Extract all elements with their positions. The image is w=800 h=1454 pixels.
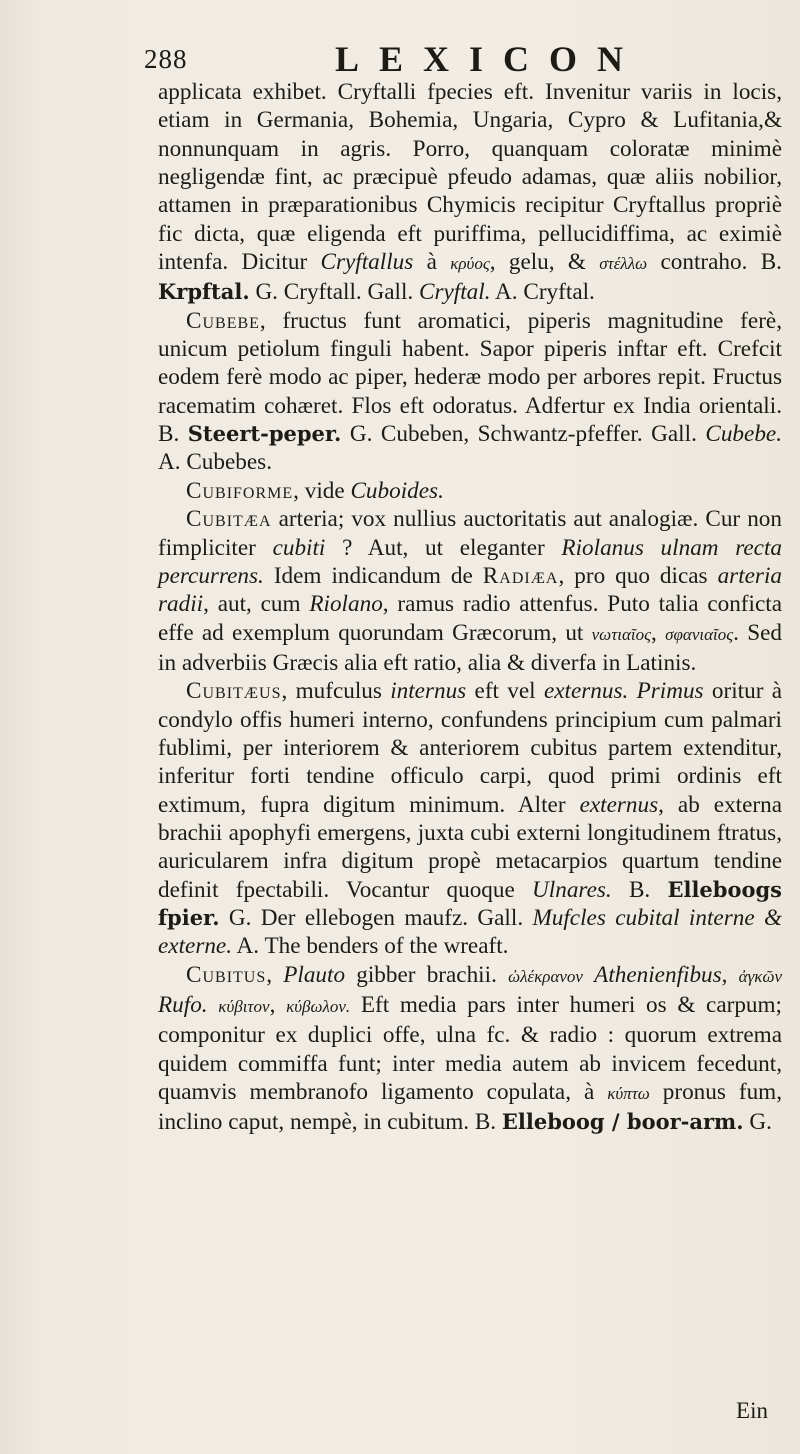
- text-run: oritur à condylo offis humeri interno, confundens principium cum palmari fublimi, per interiorem & anteriorem cubitus partem extenditur, inferitur forti tendine officulo carpi, quod primi ordinis eft extimum, fupra digitum minimum. Alter: [158, 678, 783, 818]
- text-run: [583, 962, 594, 988]
- text-run: Cubebe.: [705, 421, 783, 448]
- page-header: [140, 38, 760, 82]
- text-run: ,: [266, 961, 284, 988]
- text-run: externus. Primus: [543, 678, 704, 705]
- running-head: LEXICON: [335, 39, 644, 79]
- text-run: σφανιαῖος: [665, 624, 734, 644]
- text-run: Cuboides.: [350, 477, 444, 504]
- text-run: ὠλέκρανον: [508, 966, 583, 986]
- text-run: Krpftal.: [158, 279, 250, 305]
- text-run: κύβιτον: [218, 997, 270, 1016]
- text-run: κύβωλον.: [286, 997, 351, 1016]
- text-run: , gelu, &: [489, 249, 600, 276]
- text-run: applicata exhibet. Cryftalli fpecies eft. Invenitur variis in locis, etiam in Germania, Bohemia, Ungaria, Cypro & Lufitania,& nonnunquam in agris. Porro, quanquam coloratæ minimè negligendæ fint, ac præcipuè pfeudo adamas, quæ aliis nobilior, attamen in præparationibus Chymicis recipitur Cryftallus propriè fic dicta, quæ eligenda eft puriffima, pellucidiffima, ac eximiè intenfa. Dicitur: [158, 79, 782, 276]
- lexicon-entry: [158, 477, 782, 505]
- lexicon-entries: [158, 78, 782, 1137]
- text-run: Cryftallus: [320, 249, 414, 276]
- text-run: à: [413, 249, 451, 276]
- text-run: Ulnares.: [532, 876, 612, 903]
- text-run: arteria radii: [158, 562, 782, 618]
- text-run: A. Cubebes.: [158, 449, 272, 476]
- text-run: Mufcles cubital interne & externe.: [158, 904, 782, 960]
- text-run: eft vel: [466, 678, 544, 705]
- text-run: κρύος: [450, 254, 490, 274]
- text-run: , vide: [293, 477, 351, 504]
- text-run: internus: [390, 678, 467, 705]
- text-run: Riolanus ulnam recta percurrens.: [158, 534, 782, 589]
- text-run: , ramus radio attenfus. Puto talia conficta effe ad exemplum quorundam Græcorum, ut: [158, 591, 782, 646]
- text-run: Athenienfibus: [594, 961, 722, 988]
- text-run: externus: [579, 791, 659, 818]
- lexicon-entry: [158, 677, 782, 960]
- text-run: . Sed in adverbiis Græcis alia eft ratio, alia & diverfa in Latinis.: [158, 619, 783, 676]
- text-run: ? Aut, ut eleganter: [325, 534, 562, 561]
- page-number: 288: [144, 44, 188, 74]
- text-run: στέλλω: [599, 254, 648, 274]
- entry-headword: Radiæa: [482, 562, 559, 589]
- text-run: Plauto: [283, 961, 346, 988]
- text-run: ,: [651, 619, 666, 646]
- text-run: νωτιαῖος: [591, 624, 652, 644]
- text-run: G.: [743, 1109, 772, 1136]
- text-run: , pro quo dicas: [558, 562, 718, 589]
- text-run: pronus fum, inclino caput, nempè, in cubitum. B.: [158, 1079, 782, 1136]
- text-run: Steert-peper.: [187, 421, 342, 447]
- text-run: Cryftal.: [419, 279, 491, 306]
- text-run: A. The benders of the wreaft.: [232, 933, 509, 960]
- entry-headword: Cubitæus: [186, 678, 282, 705]
- text-run: B.: [611, 876, 668, 903]
- text-run: , fructus funt aromatici, piperis magnitudine ferè, unicum petiolum finguli habent. Sapor piperis inftar eft. Crefcit eodem ferè modo ac piper, hederæ modo per arbores repit. Fructus racematim cohæret. Flos eft odoratus. Adfertur ex India orientali. B.: [158, 307, 782, 448]
- entry-headword: Cubitus: [186, 961, 267, 988]
- text-run: Rufo.: [158, 992, 208, 1018]
- catchword: Ein: [736, 1398, 768, 1423]
- text-run: Elleboogs fpier.: [158, 876, 782, 930]
- lexicon-entry: [158, 307, 782, 477]
- text-run: contraho. B.: [647, 249, 782, 276]
- text-run: Elleboog / boor-arm.: [501, 1109, 744, 1135]
- text-run: gibber brachii.: [345, 961, 509, 988]
- text-run: cubiti: [272, 534, 326, 561]
- text-run: , aut, cum: [203, 591, 310, 618]
- text-run: G. Cubeben, Schwantz-pfeffer. Gall.: [341, 421, 706, 448]
- text-run: Eft media pars inter humeri os & carpum; componitur ex duplici offe, ulna fc. & radio : quorum extrema quidem commiffa funt; inter media autem ab invicem fecedunt, quamvis membranofo ligamento copulata, à: [158, 992, 783, 1106]
- text-run: G. Cryftall. Gall.: [249, 279, 420, 306]
- lexicon-entry: [158, 78, 782, 307]
- text-run: , mufculus: [281, 678, 391, 705]
- text-run: ,: [269, 992, 287, 1018]
- text-run: Riolano: [309, 591, 383, 618]
- text-run: [208, 992, 219, 1018]
- text-run: κύπτω: [607, 1084, 650, 1104]
- text-run: A. Cryftal.: [490, 279, 595, 306]
- text-run: ,: [721, 961, 739, 988]
- text-run: Idem indicandum de: [263, 562, 483, 589]
- lexicon-entry: [158, 961, 782, 1137]
- entry-headword: Cubitæa: [186, 506, 272, 533]
- text-run: , ab externa brachii apophyfi emergens, juxta cubi externi longitudinem ftratus, auricularem infra digitum propè metacarpios quartum tendine definit fpectabili. Vocantur quoque: [158, 791, 782, 903]
- lexicon-entry: [158, 505, 782, 677]
- entry-headword: Cubebe: [186, 307, 260, 334]
- text-run: arteria; vox nullius auctoritatis aut analogiæ. Cur non fimpliciter: [158, 506, 782, 561]
- text-run: G. Der ellebogen maufz. Gall.: [219, 904, 533, 931]
- text-run: ἀγκῶν: [738, 966, 782, 986]
- entry-headword: Cubiforme: [186, 477, 294, 504]
